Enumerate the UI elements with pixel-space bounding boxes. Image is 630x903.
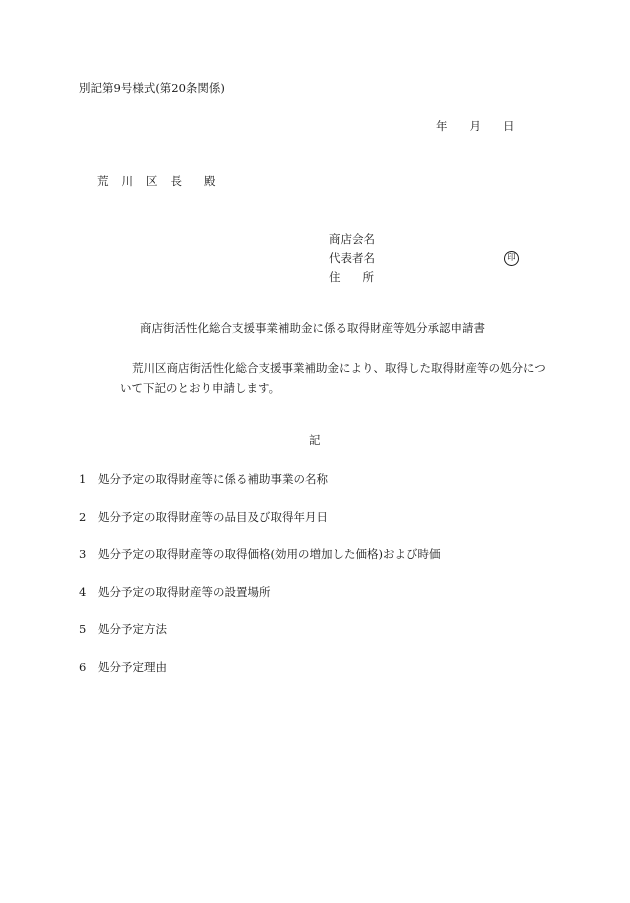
item-number: 4: [79, 584, 87, 599]
month-label: 月: [469, 119, 481, 133]
day-label: 日: [503, 119, 515, 133]
addressee-char: 長: [170, 174, 182, 188]
list-item: [79, 660, 440, 698]
list-item: [79, 510, 440, 548]
item-number: 6: [79, 659, 87, 674]
form-reference: 別記第9号様式(第20条関係): [79, 81, 225, 95]
representative-label: 代表者名: [329, 251, 375, 265]
item-number: 5: [79, 622, 87, 636]
body-text: 荒川区商店街活性化総合支援事業補助金により、取得した取得財産等の処分について下記のとおり申請します。: [120, 361, 546, 395]
addressee-char: 殿: [204, 174, 216, 188]
item-number: 2: [79, 509, 87, 524]
body-paragraph: [120, 358, 552, 398]
item-text: 処分予定の取得財産等に係る補助事業の名称: [98, 472, 328, 486]
list-item: [79, 547, 440, 585]
ki-label: 記: [309, 433, 321, 447]
representative-row: [329, 249, 516, 268]
item-text: 処分予定の取得財産等の取得価格(効用の増加した価格)および時価: [98, 547, 441, 561]
list-item: [79, 622, 440, 660]
item-text: 処分予定理由: [98, 659, 167, 674]
addressee-char: 区: [146, 174, 158, 188]
address-label-char: 住: [329, 270, 341, 284]
item-number: 1: [79, 472, 87, 486]
list-item: [79, 585, 440, 623]
applicant-block: [329, 230, 516, 287]
item-text: 処分予定方法: [98, 622, 167, 636]
document-title: 商店街活性化総合支援事業補助金に係る取得財産等処分承認申請書: [140, 321, 485, 335]
address-row: [329, 268, 375, 287]
list-item: [79, 472, 440, 510]
address-label-char: 所: [362, 270, 374, 284]
addressee-char: 川: [121, 174, 133, 188]
seal-icon: 印: [504, 251, 519, 266]
item-number: 3: [79, 547, 87, 561]
item-text: 処分予定の取得財産等の品目及び取得年月日: [98, 509, 328, 524]
item-text: 処分予定の取得財産等の設置場所: [98, 584, 271, 599]
association-name-row: [329, 230, 375, 249]
year-label: 年: [436, 119, 448, 133]
date-line: [436, 119, 515, 133]
addressee-char: 荒: [97, 174, 109, 188]
item-list: [79, 472, 440, 697]
association-name-label: 商店会名: [329, 232, 375, 246]
addressee: [97, 174, 216, 188]
